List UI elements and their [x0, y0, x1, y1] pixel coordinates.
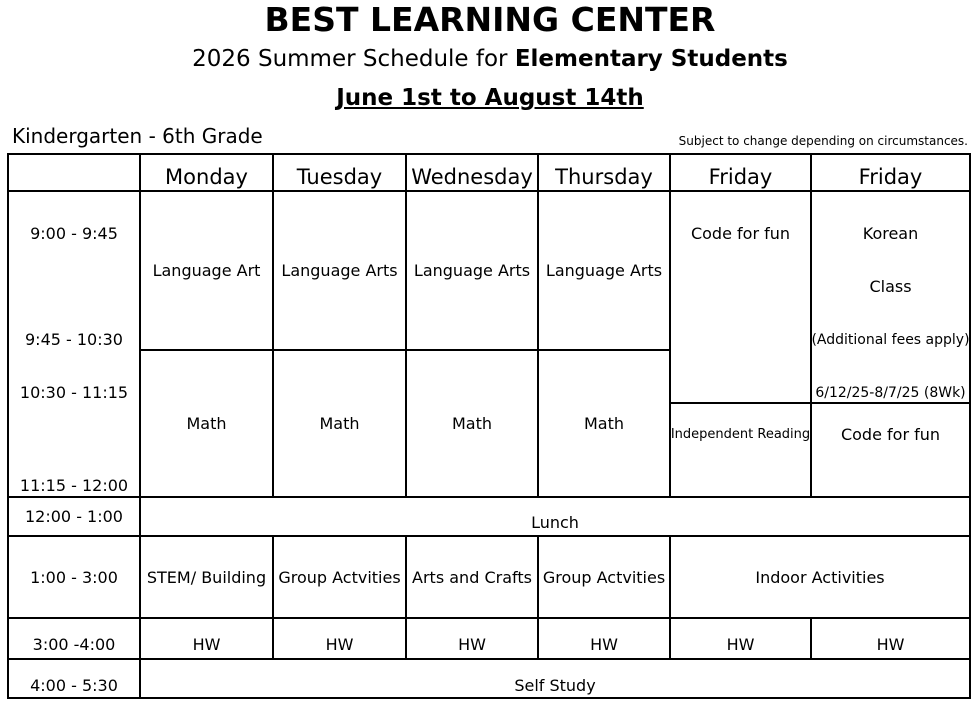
time-slot: 9:00 - 9:45 [30, 223, 118, 243]
lunch-cell: Lunch [531, 512, 579, 532]
time-slot: 3:00 -4:00 [32, 634, 116, 654]
self-study-cell: Self Study [514, 675, 596, 695]
center-title: BEST LEARNING CENTER [264, 0, 716, 39]
day-header-friday: Friday [708, 165, 773, 189]
hw-tuesday: HW [325, 634, 354, 654]
class-wednesday-late: Math [451, 414, 493, 433]
time-slot: 11:15 - 12:00 [19, 475, 129, 495]
hw-friday-2: HW [876, 634, 905, 654]
class-tuesday-late: Math [319, 414, 360, 433]
hw-thursday: HW [590, 634, 618, 654]
class-wednesday-afternoon: Arts and Crafts [412, 567, 532, 587]
korean-class-fees: (Additional fees apply) [811, 332, 970, 348]
class-tuesday-afternoon: Group Actvities [278, 567, 401, 587]
day-header-tuesday: Tuesday [296, 165, 383, 189]
row-divider [9, 496, 969, 498]
class-friday-2-late: Code for fun [840, 424, 941, 444]
class-thursday-late: Math [583, 414, 625, 433]
day-header-monday: Monday [165, 165, 248, 189]
class-tuesday-morning: Language Arts [281, 261, 398, 280]
class-thursday-morning: Language Arts [545, 261, 663, 280]
time-slot: 9:45 - 10:30 [25, 329, 123, 349]
day-header-thursday: Thursday [555, 165, 653, 189]
change-note: Subject to change depending on circumstances. [678, 134, 968, 148]
time-slot: 10:30 - 11:15 [19, 382, 129, 402]
class-monday-morning: Language Art [152, 261, 261, 280]
grade-range: Kindergarten - 6th Grade [12, 124, 263, 148]
korean-class-dates: 6/12/25-8/7/25 (8Wk) [815, 385, 966, 401]
time-slot: 1:00 - 3:00 [30, 567, 118, 587]
day-header-friday-2: Friday [858, 165, 923, 189]
class-monday-late: Math [186, 414, 227, 433]
korean-class-subtitle: Class [869, 276, 912, 296]
hw-friday: HW [726, 634, 755, 654]
korean-class-title: Korean [862, 223, 919, 243]
hw-monday: HW [192, 634, 221, 654]
class-friday-afternoon: Indoor Activities [755, 567, 885, 587]
class-friday-late: Independent Reading [670, 426, 811, 442]
subtitle-audience: Elementary Students [514, 46, 788, 72]
schedule-table [7, 153, 971, 699]
class-thursday-afternoon: Group Actvities [542, 567, 666, 587]
hw-wednesday: HW [458, 634, 486, 654]
schedule-subtitle [0, 46, 980, 72]
class-friday-morning: Code for fun [690, 223, 791, 243]
day-header-wednesday: Wednesday [411, 165, 533, 189]
class-monday-afternoon: STEM/ Building [146, 567, 267, 587]
schedule-dates: June 1st to August 14th [336, 85, 644, 111]
time-slot: 4:00 - 5:30 [30, 675, 118, 695]
subtitle-prefix: 2026 Summer Schedule for [192, 46, 515, 72]
time-slot: 12:00 - 1:00 [25, 507, 123, 526]
class-wednesday-morning: Language Arts [413, 261, 531, 280]
